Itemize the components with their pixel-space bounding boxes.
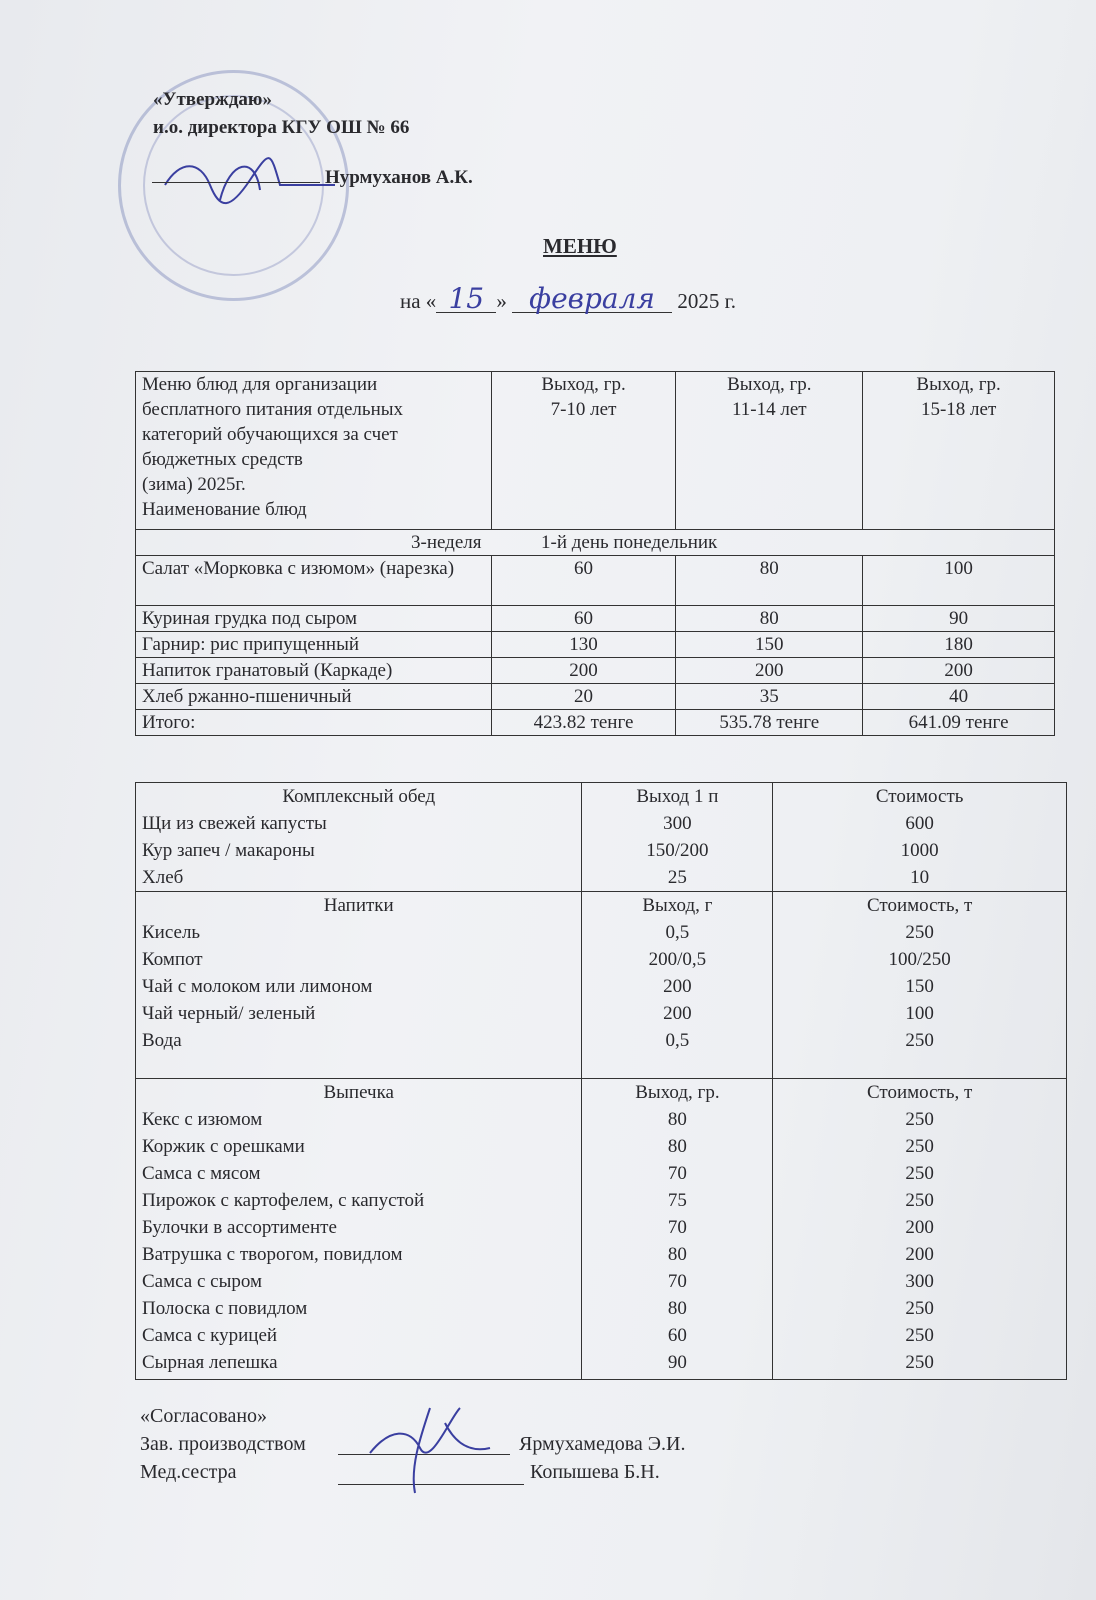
col-title: Выход, гр. (635, 1082, 720, 1103)
item-output: 70 (667, 1271, 687, 1292)
item-output: 200 (663, 976, 692, 997)
col-header-15-18 (863, 372, 1055, 530)
section-title: Напитки (323, 895, 394, 916)
total-row (136, 710, 1055, 736)
item-name: Самса с курицей (142, 1325, 278, 1346)
description-line: бюджетных средств (142, 449, 303, 470)
item-price: 1000 (900, 840, 939, 861)
col-header-line: Выход, гр. (541, 374, 626, 395)
section-outputs (582, 892, 773, 1079)
description-line: Наименование блюд (142, 499, 307, 520)
col-header-line: 15-18 лет (920, 399, 997, 420)
approve-label: «Утверждаю» (153, 89, 272, 110)
item-price: 100/250 (888, 949, 951, 970)
item-name: Коржик с орешками (142, 1136, 305, 1157)
portion-7-10: 60 (491, 606, 676, 632)
item-price: 250 (905, 1030, 934, 1051)
item-name: Кекс с изюмом (142, 1109, 263, 1130)
item-name: Вода (142, 1030, 182, 1051)
col-title: Выход, г (642, 895, 713, 916)
portion-15-18: 100 (863, 556, 1055, 606)
buffet-section-drinks (136, 892, 1067, 1079)
director-name: Нурмуханов А.К. (325, 167, 473, 188)
item-price: 200 (905, 1244, 934, 1265)
week-label: 3-неделя (411, 532, 482, 553)
section-outputs (582, 783, 773, 892)
day-row (136, 530, 1055, 556)
item-price: 250 (905, 1352, 934, 1373)
section-outputs (582, 1079, 773, 1380)
item-name: Ватрушка с творогом, повидлом (142, 1244, 403, 1265)
item-price: 250 (905, 1136, 934, 1157)
item-name: Самса с мясом (142, 1163, 261, 1184)
section-names (136, 783, 582, 892)
dish-name: Хлеб ржанно-пшеничный (136, 684, 492, 710)
menu-table (135, 371, 1055, 736)
description-line: бесплатного питания отдельных (142, 399, 403, 420)
portion-7-10: 200 (491, 658, 676, 684)
col-header-11-14 (676, 372, 863, 530)
table-row (136, 606, 1055, 632)
item-name: Пирожок с картофелем, с капустой (142, 1190, 425, 1211)
col-title: Стоимость (875, 786, 964, 807)
col-title: Выход 1 п (636, 786, 719, 807)
item-name: Кисель (142, 922, 201, 943)
director-position: и.о. директора КГУ ОШ № 66 (153, 117, 410, 138)
footer-name-production: Ярмухамедова Э.И. (519, 1433, 686, 1455)
item-name: Сырная лепешка (142, 1352, 278, 1373)
portion-15-18: 180 (863, 632, 1055, 658)
portion-7-10: 130 (491, 632, 676, 658)
item-name: Щи из свежей капусты (142, 813, 327, 834)
table-row (136, 684, 1055, 710)
total-label: Итого: (136, 710, 492, 736)
portion-7-10: 20 (491, 684, 676, 710)
portion-11-14: 200 (676, 658, 863, 684)
date-month: февраля (512, 286, 672, 313)
footer-role-production: Зав. производством (140, 1433, 306, 1455)
menu-description-cell (136, 372, 492, 530)
section-title: Комплексный обед (282, 786, 436, 807)
table-row (136, 556, 1055, 606)
col-header-line: 11-14 лет (732, 399, 807, 420)
item-name: Чай черный/ зеленый (142, 1003, 316, 1024)
col-title: Стоимость, т (866, 895, 973, 916)
portion-15-18: 90 (863, 606, 1055, 632)
item-output: 150/200 (646, 840, 709, 861)
date-year: 2025 г. (677, 289, 737, 313)
date-prefix: на « (400, 289, 437, 313)
description-line: Меню блюд для организации (142, 374, 378, 395)
total-11-14: 535.78 тенге (676, 710, 863, 736)
col-header-line: 7-10 лет (550, 399, 617, 420)
item-price: 250 (905, 1163, 934, 1184)
dish-name: Напиток гранатовый (Каркаде) (136, 658, 492, 684)
item-output: 60 (667, 1325, 687, 1346)
item-output: 80 (667, 1136, 687, 1157)
item-output: 200 (663, 1003, 692, 1024)
description-line: категорий обучающихся за счет (142, 424, 398, 445)
col-header-line: Выход, гр. (727, 374, 812, 395)
col-title: Стоимость, т (866, 1082, 973, 1103)
item-output: 200/0,5 (648, 949, 707, 970)
item-output: 0,5 (665, 1030, 690, 1051)
section-names (136, 1079, 582, 1380)
col-header-line: Выход, гр. (916, 374, 1001, 395)
item-price: 250 (905, 1109, 934, 1130)
item-name: Кур запеч / макароны (142, 840, 315, 861)
production-signature (360, 1398, 500, 1498)
portion-15-18: 40 (863, 684, 1055, 710)
dish-name: Куриная грудка под сыром (136, 606, 492, 632)
item-price: 250 (905, 1298, 934, 1319)
item-price: 150 (905, 976, 934, 997)
agreed-label: «Согласовано» (140, 1405, 268, 1427)
item-output: 0,5 (665, 922, 690, 943)
portion-7-10: 60 (491, 556, 676, 606)
section-names (136, 892, 582, 1079)
item-name: Хлеб (142, 867, 184, 888)
description-line: (зима) 2025г. (142, 474, 246, 495)
item-price: 100 (905, 1003, 934, 1024)
item-price: 250 (905, 922, 934, 943)
date-day: 15 (436, 286, 496, 313)
item-output: 300 (663, 813, 692, 834)
item-output: 70 (667, 1163, 687, 1184)
item-price: 250 (905, 1325, 934, 1346)
portion-11-14: 150 (676, 632, 863, 658)
item-price: 600 (905, 813, 934, 834)
total-7-10: 423.82 тенге (491, 710, 676, 736)
item-output: 80 (667, 1244, 687, 1265)
item-name: Компот (142, 949, 203, 970)
footer-name-nurse: Копышева Б.Н. (530, 1461, 660, 1483)
date-line (400, 282, 737, 315)
signature-line (152, 182, 320, 183)
item-output: 80 (667, 1298, 687, 1319)
col-header-7-10 (491, 372, 676, 530)
dish-name: Гарнир: рис припущенный (136, 632, 492, 658)
item-price: 200 (905, 1217, 934, 1238)
portion-15-18: 200 (863, 658, 1055, 684)
footer-role-nurse: Мед.сестра (140, 1461, 237, 1483)
buffet-section-bakery (136, 1079, 1067, 1380)
menu-header-row (136, 372, 1055, 530)
item-price: 10 (910, 867, 930, 888)
total-15-18: 641.09 тенге (863, 710, 1055, 736)
item-output: 70 (667, 1217, 687, 1238)
portion-11-14: 80 (676, 556, 863, 606)
item-price: 250 (905, 1190, 934, 1211)
item-name: Булочки в ассортименте (142, 1217, 337, 1238)
page-title: МЕНЮ (543, 234, 617, 258)
table-row (136, 632, 1055, 658)
portion-11-14: 35 (676, 684, 863, 710)
item-output: 80 (667, 1109, 687, 1130)
dish-name: Салат «Морковка с изюмом» (нарезка) (136, 556, 492, 606)
item-name: Полоска с повидлом (142, 1298, 308, 1319)
section-prices (773, 1079, 1067, 1380)
section-prices (773, 892, 1067, 1079)
item-name: Самса с сыром (142, 1271, 263, 1292)
section-prices (773, 783, 1067, 892)
day-label: 1-й день понедельник (541, 532, 718, 553)
buffet-section-lunch (136, 783, 1067, 892)
table-row (136, 658, 1055, 684)
buffet-table (135, 782, 1067, 1380)
section-title: Выпечка (323, 1082, 394, 1103)
item-output: 75 (667, 1190, 687, 1211)
item-output: 90 (667, 1352, 687, 1373)
portion-11-14: 80 (676, 606, 863, 632)
item-output: 25 (667, 867, 687, 888)
director-signature (160, 140, 340, 220)
item-price: 300 (905, 1271, 934, 1292)
day-cell (136, 530, 1055, 556)
item-name: Чай с молоком или лимоном (142, 976, 373, 997)
date-mid: » (496, 289, 507, 313)
